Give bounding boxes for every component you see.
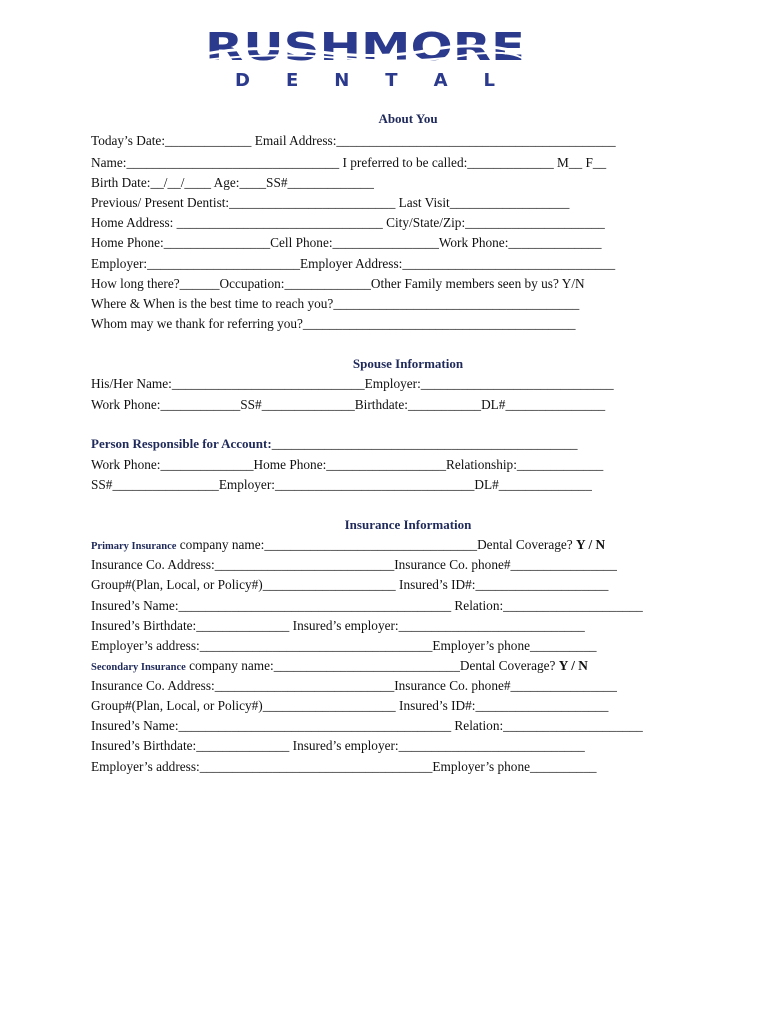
about-you-heading: About You bbox=[378, 111, 438, 126]
secondary-line-employer-address: Employer’s address:___________________________________Employer’s phone__________ bbox=[91, 759, 597, 774]
primary-line-insured-birthdate: Insured’s Birthdate:______________ Insured’s employer:____________________________ bbox=[91, 618, 585, 633]
logo-top-text: RUSHMORE bbox=[205, 30, 525, 69]
responsible-heading: Person Responsible for Account: bbox=[91, 436, 272, 451]
insurance-heading: Insurance Information bbox=[344, 517, 472, 532]
about-line-address: Home Address: _______________________________ City/State/Zip:_____________________ bbox=[91, 215, 605, 230]
about-line-birthdate: Birth Date:__/__/____ Age:____SS#_____________ bbox=[91, 175, 374, 190]
spouse-heading: Spouse Information bbox=[352, 356, 464, 371]
responsible-heading-blank: ______________________________________________ bbox=[271, 436, 578, 451]
primary-coverage-yn: Y / N bbox=[576, 537, 606, 552]
primary-company-field: company name:________________________________Dental Coverage? bbox=[176, 537, 577, 552]
primary-line-address: Insurance Co. Address:___________________________Insurance Co. phone#________________ bbox=[91, 557, 617, 572]
about-line-phones: Home Phone:________________Cell Phone:________________Work Phone:______________ bbox=[91, 235, 602, 250]
rushmore-dental-logo bbox=[200, 30, 530, 92]
secondary-company-field: company name:____________________________Dental Coverage? bbox=[185, 658, 559, 673]
primary-insurance-label: Primary Insurance bbox=[91, 541, 177, 552]
primary-line-insured-name: Insured’s Name:_________________________________________ Relation:_____________________ bbox=[91, 598, 643, 613]
about-line-name: Name:________________________________ I preferred to be called:_____________ M__ F__ bbox=[91, 155, 607, 170]
secondary-coverage-yn: Y / N bbox=[558, 658, 588, 673]
secondary-line-group: Group#(Plan, Local, or Policy#)____________________ Insured’s ID#:____________________ bbox=[91, 698, 609, 713]
responsible-line-phone: Work Phone:______________Home Phone:__________________Relationship:_____________ bbox=[91, 457, 604, 472]
secondary-insurance-label: Secondary Insurance bbox=[91, 662, 186, 673]
logo-bottom-text: D E N T A L bbox=[235, 70, 495, 91]
secondary-line-address: Insurance Co. Address:___________________________Insurance Co. phone#________________ bbox=[91, 678, 617, 693]
secondary-line-insured-name: Insured’s Name:_________________________________________ Relation:_____________________ bbox=[91, 718, 643, 733]
about-line-reach: Where & When is the best time to reach you?_____________________________________ bbox=[91, 296, 580, 311]
about-line-occupation: How long there?______Occupation:_____________Other Family members seen by us? Y/N bbox=[91, 276, 585, 291]
about-line-dentist: Previous/ Present Dentist:_________________________ Last Visit__________________ bbox=[91, 195, 570, 210]
primary-insurance-line bbox=[91, 537, 605, 555]
about-line-employer: Employer:_______________________Employer Address:________________________________ bbox=[91, 256, 616, 271]
spouse-line-name: His/Her Name:_____________________________Employer:_____________________________ bbox=[91, 376, 614, 391]
primary-line-employer-address: Employer’s address:___________________________________Employer’s phone__________ bbox=[91, 638, 597, 653]
secondary-insurance-line bbox=[91, 658, 588, 676]
spouse-line-phone: Work Phone:____________SS#______________Birthdate:___________DL#_______________ bbox=[91, 397, 606, 412]
responsible-line-ss: SS#________________Employer:______________________________DL#______________ bbox=[91, 477, 592, 492]
primary-line-group: Group#(Plan, Local, or Policy#)____________________ Insured’s ID#:____________________ bbox=[91, 577, 609, 592]
secondary-line-insured-birthdate: Insured’s Birthdate:______________ Insured’s employer:____________________________ bbox=[91, 738, 585, 753]
about-line-referral: Whom may we thank for referring you?_________________________________________ bbox=[91, 316, 576, 331]
responsible-heading-line bbox=[91, 436, 578, 452]
about-line-date-email: Today’s Date:_____________ Email Address:__________________________________________ bbox=[91, 133, 616, 148]
